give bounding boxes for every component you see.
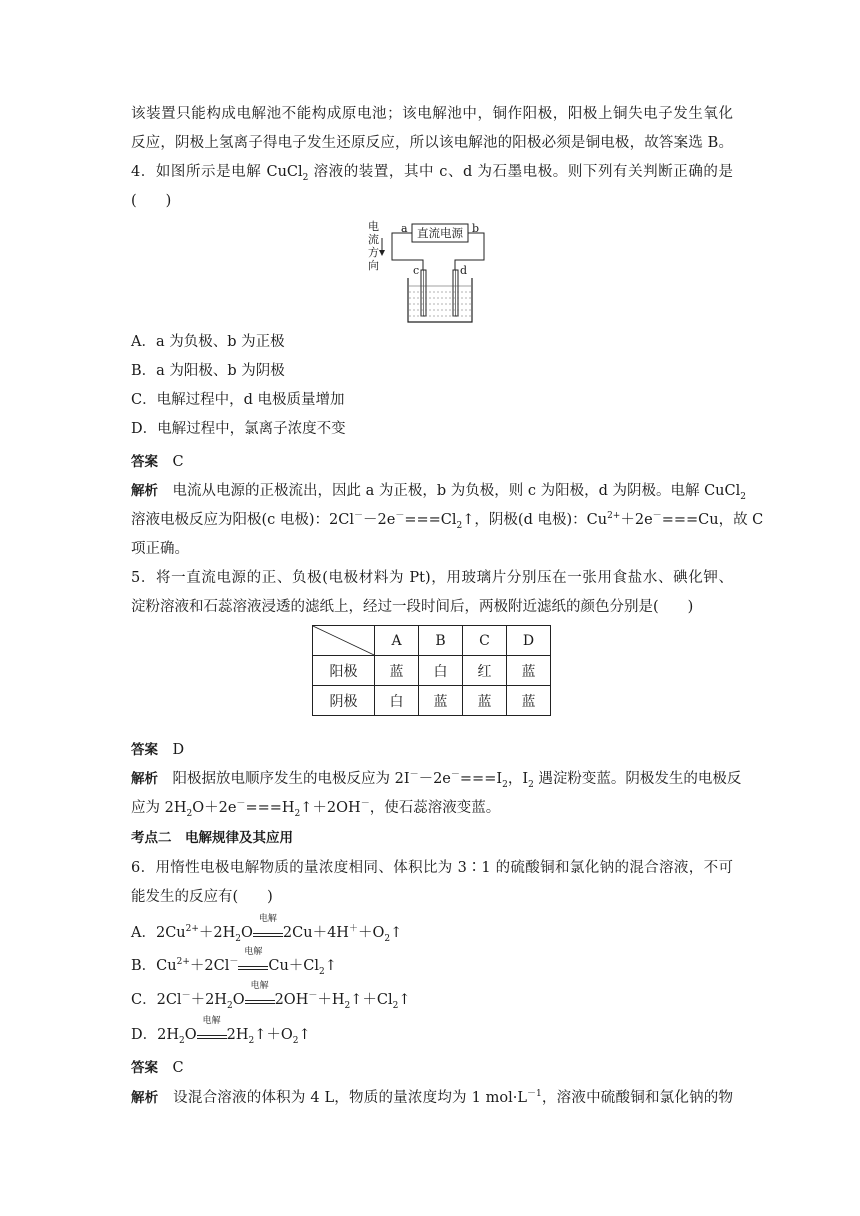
electrolysis-equals-sign: 电解 bbox=[238, 957, 268, 970]
electrolysis-apparatus-figure bbox=[368, 220, 504, 326]
question-6-stem: 6．用惰性电极电解物质的量浓度相同、体积比为 3∶1 的硫酸铜和氯化钠的混合溶液，不可 bbox=[131, 860, 733, 876]
question-6-stem: 能发生的反应有( ) bbox=[131, 889, 273, 905]
table-cell: 蓝 bbox=[463, 686, 507, 716]
table-cell: 蓝 bbox=[419, 686, 463, 716]
question-5-stem: 淀粉溶液和石蕊溶液浸透的滤纸上，经过一段时间后，两极附近滤纸的颜色分别是( ) bbox=[131, 599, 694, 615]
table-cell: 红 bbox=[463, 656, 507, 686]
section-heading: 考点二 电解规律及其应用 bbox=[131, 830, 293, 846]
table-header-row bbox=[313, 626, 551, 656]
color-options-table bbox=[312, 625, 551, 716]
table-cell: 蓝 bbox=[375, 656, 419, 686]
question-5-stem: 5．将一直流电源的正、负极(电极材料为 Pt)，用玻璃片分别压在一张用食盐水、碘化钾、 bbox=[131, 570, 733, 586]
table-header: C bbox=[463, 626, 507, 656]
table-header: B bbox=[419, 626, 463, 656]
option-a: A．a 为负极、b 为正极 bbox=[131, 334, 285, 350]
analysis-line: 应为 $2H_2O+2e^-===H_2↑+2OH^-$，使石蕊溶液变蓝。 bbox=[131, 799, 501, 819]
row-label: 阴极 bbox=[313, 686, 375, 716]
analysis-line: 解析 设混合溶液的体积为 4 L，物质的量浓度均为 1 $mol\cdot L^{-1}$，溶液中硫酸铜和氯化钠的物 bbox=[131, 1089, 734, 1106]
option-c: C．$2Cl^-+2H_2O$ 电解 $2OH^-+H_2↑+Cl_2↑$ bbox=[131, 981, 411, 1011]
table-cell: 白 bbox=[419, 656, 463, 686]
table-cell: 白 bbox=[375, 686, 419, 716]
electrolysis-equals-sign: 电解 bbox=[253, 924, 283, 937]
text-line: 反应，阴极上氢离子得电子发生还原反应，所以该电解池的阳极必须是铜电极，故答案选 B。 bbox=[131, 135, 733, 151]
analysis-line: 项正确。 bbox=[131, 541, 189, 557]
electrolysis-equals-sign: 电解 bbox=[245, 991, 275, 1004]
table-cell: 蓝 bbox=[507, 656, 551, 686]
analysis-line: 解析 阳极据放电顺序发生的电极反应为 $2I^--2e^-===I_2$，$I_2$ 遇淀粉变蓝。阴极发生的电极反 bbox=[131, 770, 742, 790]
option-a: A．$2Cu^{2+}+2H_2O$ 电解 $2Cu+4H^++O_2↑$ bbox=[131, 914, 403, 944]
analysis-line: 溶液电极反应为阳极(c 电极)：$2Cl^--2e^-===Cl_2↑$，阴极(d 电极)：$Cu^{2+}+2e^-===Cu$，故 C bbox=[131, 511, 764, 531]
text-line: 该装置只能构成电解池不能构成原电池；该电解池中，铜作阳极，阳极上铜失电子发生氧化 bbox=[131, 106, 733, 122]
answer-line: 答案 C bbox=[131, 1060, 184, 1076]
electrode-c-label: c bbox=[413, 264, 420, 277]
answer-line: 答案 C bbox=[131, 454, 184, 470]
terminal-a-label: a bbox=[401, 222, 408, 235]
current-direction-label: 电流方向 bbox=[368, 220, 379, 272]
table-row bbox=[313, 686, 551, 716]
answer-line: 答案 D bbox=[131, 742, 185, 758]
electrolysis-equals-sign: 电解 bbox=[197, 1026, 227, 1039]
diagonal-header-cell bbox=[313, 626, 375, 656]
option-b: B．a 为阳极、b 为阴极 bbox=[131, 363, 285, 379]
option-c: C．电解过程中，d 电极质量增加 bbox=[131, 392, 345, 408]
analysis-line: 解析 电流从电源的正极流出，因此 a 为正极，b 为负极，则 c 为阳极，d 为阴极。电解 CuCl$_2$ bbox=[131, 483, 746, 502]
question-4-stem: 4．如图所示是电解 CuCl$_2$ 溶液的装置，其中 c、d 为石墨电极。则下列有关判断正确的是 bbox=[131, 164, 734, 183]
table-cell: 蓝 bbox=[507, 686, 551, 716]
power-source-label: 直流电源 bbox=[417, 226, 463, 240]
electrode-d-label: d bbox=[460, 264, 468, 277]
option-b: B．$Cu^{2+}+2Cl^-$ 电解 $Cu+Cl_2↑$ bbox=[131, 947, 337, 977]
table-row bbox=[313, 656, 551, 686]
table-header: D bbox=[507, 626, 551, 656]
table-header: A bbox=[375, 626, 419, 656]
option-d: D．电解过程中，氯离子浓度不变 bbox=[131, 421, 346, 437]
row-label: 阳极 bbox=[313, 656, 375, 686]
answer-blank: ( ) bbox=[131, 193, 172, 209]
option-d: D．$2H_2O$ 电解 $2H_2↑+O_2↑$ bbox=[131, 1016, 311, 1046]
terminal-b-label: b bbox=[472, 222, 480, 235]
